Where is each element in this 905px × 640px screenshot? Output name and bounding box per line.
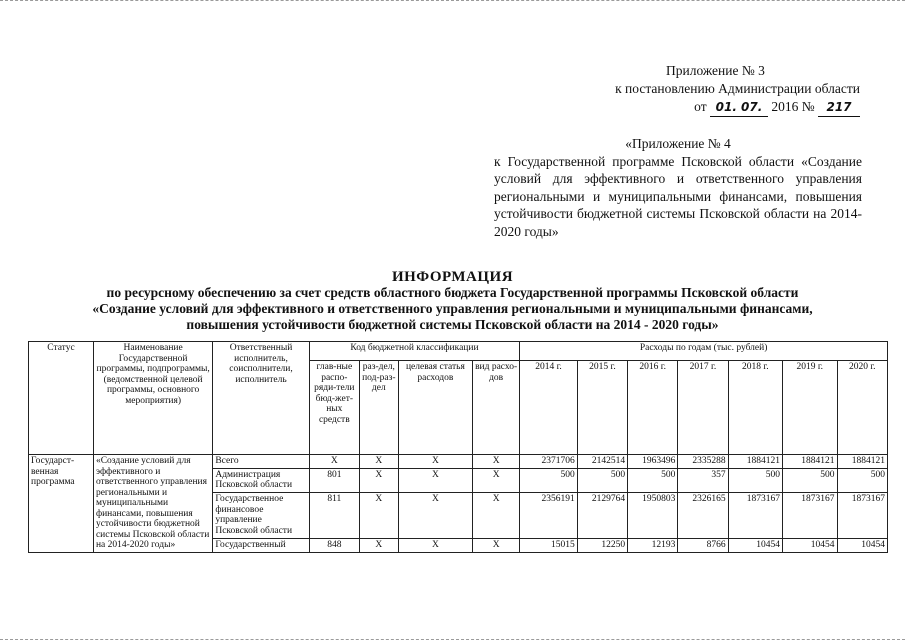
section-cell: X <box>359 538 398 552</box>
header-name: Наименование Государственной программы, подпрограммы, (ведомственной целевой программы, основного мероприятия) <box>93 342 212 455</box>
header-executor: Ответственный исполнитель, соисполнители, исполнитель <box>213 342 309 455</box>
table-header-row <box>29 342 888 361</box>
value-cell: 1873167 <box>728 493 782 539</box>
title-line-1: по ресурсному обеспечению за счет средств областного бюджета Государственной программы Псковской области <box>106 285 799 300</box>
kind-cell: X <box>473 468 520 492</box>
header-budget-code: Код бюджетной классификации <box>309 342 520 361</box>
page-edge-top <box>0 0 905 6</box>
value-cell: 500 <box>577 468 627 492</box>
appendix-3-date-line <box>560 98 860 117</box>
header-grbs: глав-ные распо-ряди-тели бюд-жет-ных средств <box>309 361 359 455</box>
section-cell: X <box>359 455 398 469</box>
header-status: Статус <box>29 342 94 455</box>
kind-cell: X <box>473 538 520 552</box>
header-year: 2014 г. <box>520 361 578 455</box>
value-cell: 1884121 <box>837 455 888 469</box>
table-row <box>29 455 888 469</box>
value-cell: 500 <box>728 468 782 492</box>
header-year: 2019 г. <box>783 361 837 455</box>
status-cell: Государст-венная программа <box>29 455 94 553</box>
appendix-3-title: Приложение № 3 <box>666 63 765 78</box>
value-cell: 10454 <box>783 538 837 552</box>
executor-cell: Государственное финансовое управление Псковской области <box>213 493 309 539</box>
header-expenses: Расходы по годам (тыс. рублей) <box>520 342 888 361</box>
value-cell: 2356191 <box>520 493 578 539</box>
value-cell: 2326165 <box>678 493 728 539</box>
value-cell: 8766 <box>678 538 728 552</box>
value-cell: 500 <box>520 468 578 492</box>
header-target: целевая статья расходов <box>398 361 472 455</box>
value-cell: 500 <box>628 468 678 492</box>
value-cell: 15015 <box>520 538 578 552</box>
kind-cell: X <box>473 493 520 539</box>
header-kind: вид расхо-дов <box>473 361 520 455</box>
target-cell: X <box>398 493 472 539</box>
target-cell: X <box>398 468 472 492</box>
value-cell: 10454 <box>728 538 782 552</box>
value-cell: 500 <box>837 468 888 492</box>
appendix-3-resolution: к постановлению Администрации области <box>615 81 860 96</box>
value-cell: 500 <box>783 468 837 492</box>
executor-cell: Администрация Псковской области <box>213 468 309 492</box>
handwritten-date: 01. 07. <box>710 98 768 117</box>
page-edge-bottom <box>0 634 905 640</box>
grbs-cell: 848 <box>309 538 359 552</box>
header-section: раз-дел, под-раз-дел <box>359 361 398 455</box>
section-cell: X <box>359 468 398 492</box>
value-cell: 12250 <box>577 538 627 552</box>
value-cell: 1963496 <box>628 455 678 469</box>
executor-cell: Государственный <box>213 538 309 552</box>
date-prefix: от <box>694 99 707 114</box>
value-cell: 1884121 <box>783 455 837 469</box>
value-cell: 1950803 <box>628 493 678 539</box>
value-cell: 1884121 <box>728 455 782 469</box>
value-cell: 2335288 <box>678 455 728 469</box>
grbs-cell: 811 <box>309 493 359 539</box>
header-year: 2015 г. <box>577 361 627 455</box>
appendix-4-block <box>494 135 862 240</box>
section-cell: X <box>359 493 398 539</box>
year-number-label: 2016 № <box>771 99 815 114</box>
appendix-4-body: к Государственной программе Псковской области «Создание условий для эффективного и ответственного управления региональными и муниципальными финансами, повышения устойчивости бюджетной системы Псковской области на 2014-2020 годы» <box>494 153 862 239</box>
value-cell: 2371706 <box>520 455 578 469</box>
handwritten-number: 217 <box>818 98 860 117</box>
value-cell: 2142514 <box>577 455 627 469</box>
title-main: ИНФОРМАЦИЯ <box>391 269 514 285</box>
title-line-2: «Создание условий для эффективного и ответственного управления региональными и муниципальными финансами, <box>92 301 813 316</box>
appendix-3-block <box>560 62 860 117</box>
header-year: 2018 г. <box>728 361 782 455</box>
value-cell: 10454 <box>837 538 888 552</box>
value-cell: 12193 <box>628 538 678 552</box>
value-cell: 1873167 <box>837 493 888 539</box>
value-cell: 1873167 <box>783 493 837 539</box>
program-name-cell: «Создание условий для эффективного и ответственного управления региональными и муниципальными финансами, повышения устойчивости бюджетной системы Псковской области на 2014-2020 годы» <box>93 455 212 553</box>
title-line-3: повышения устойчивости бюджетной системы Псковской области на 2014 - 2020 годы» <box>186 317 719 332</box>
appendix-4-title: «Приложение № 4 <box>625 136 731 151</box>
header-year: 2016 г. <box>628 361 678 455</box>
value-cell: 2129764 <box>577 493 627 539</box>
header-year: 2020 г. <box>837 361 888 455</box>
value-cell: 357 <box>678 468 728 492</box>
header-year: 2017 г. <box>678 361 728 455</box>
target-cell: X <box>398 538 472 552</box>
grbs-cell: X <box>309 455 359 469</box>
document-title <box>20 269 885 333</box>
grbs-cell: 801 <box>309 468 359 492</box>
target-cell: X <box>398 455 472 469</box>
kind-cell: X <box>473 455 520 469</box>
executor-cell: Всего <box>213 455 309 469</box>
resource-table <box>28 341 888 553</box>
